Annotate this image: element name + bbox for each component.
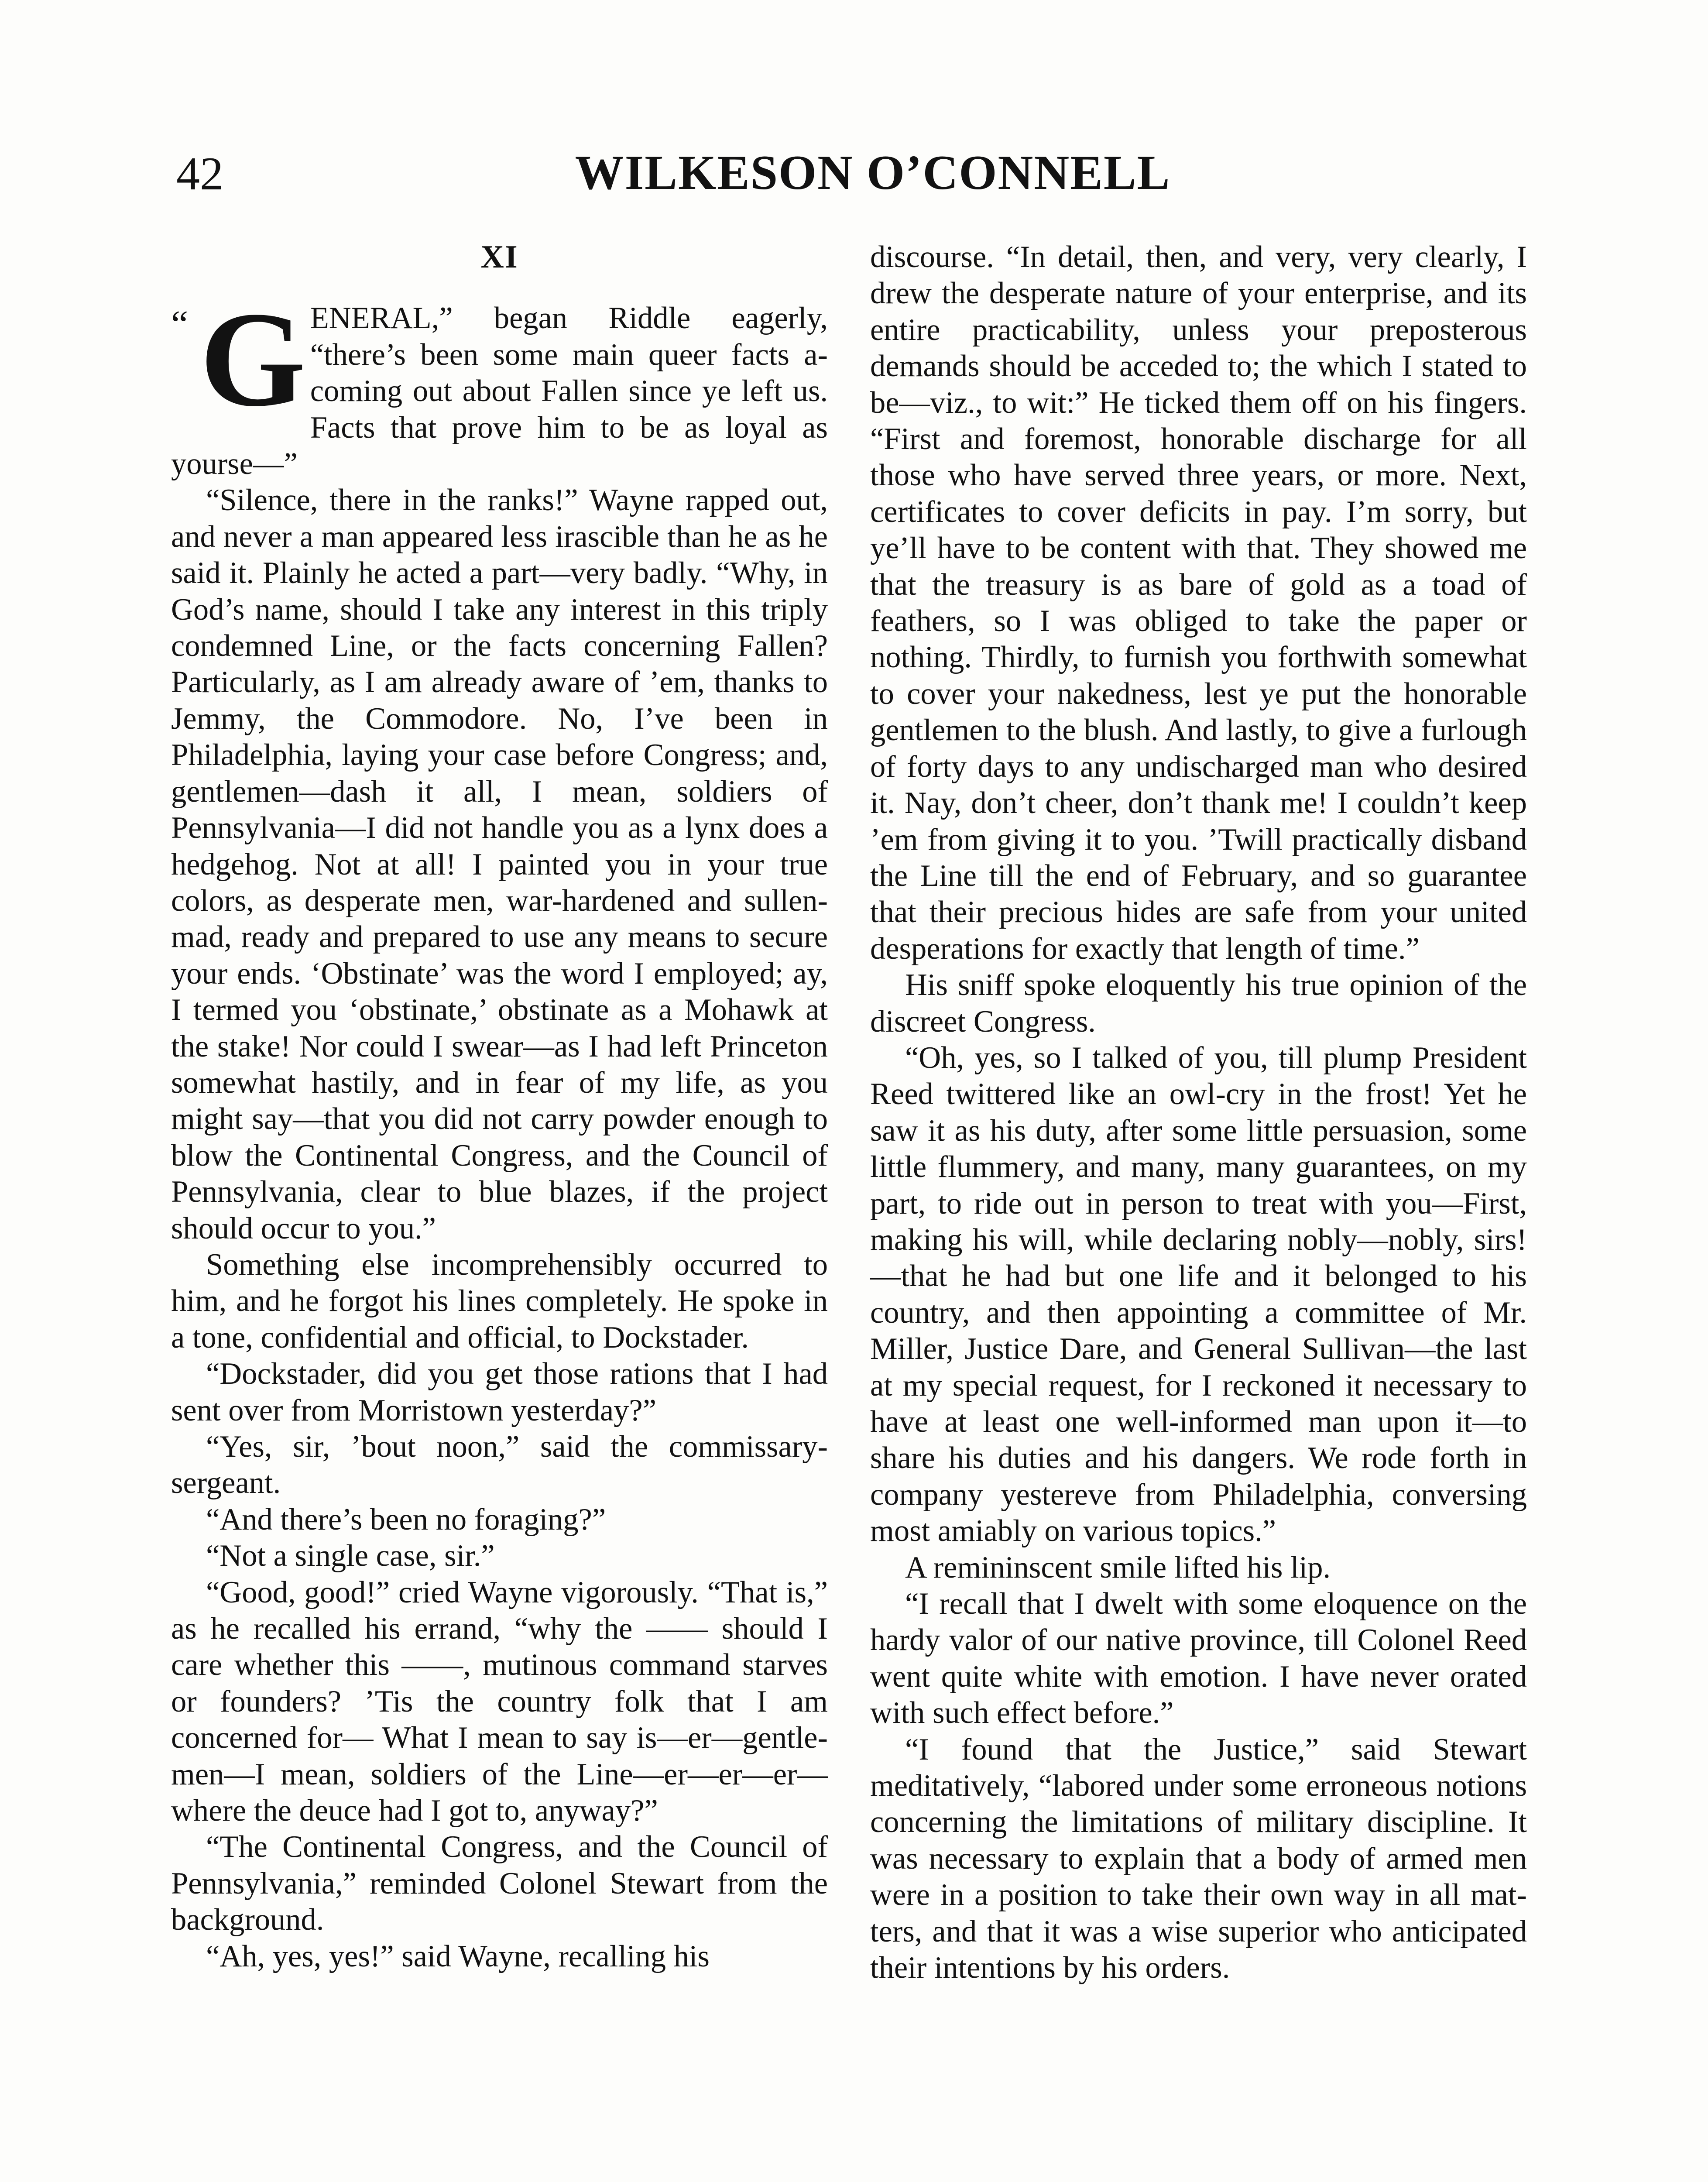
paragraph: “Silence, there in the ranks!” Wayne rapped out, and never a man appeared less irascible than he as he said it. Plainly he acted a part—very badly. “Why, in God’s name, should I take any interest in this triply condemned Line, or the facts concerning Fallen? Particularly, as I am already aware of ’em, thanks to Jemmy, the Commodore. No, I’ve been in Philadelphia, laying your case before Congress; and, gentlemen—dash it all, I mean, soldiers of Pennsylvania—I did not handle you as a lynx does a hedgehog. Not at all! I painted you in your true colors, as desperate men, war-hardened and sullen-mad, ready and prepared to use any means to secure your ends. ‘Obstinate’ was the word I employed; ay, I termed you ‘obstinate,’ obstinate as a Mohawk at the stake! Nor could I swear—as I had left Princeton somewhat hastily, and in fear of my life, as you might say—that you did not carry powder enough to blow the Continental Congress, and the Council of Pennsylvania, clear to blue blazes, if the project should occur to you.” [171, 483, 828, 1245]
paragraph: “Oh, yes, so I talked of you, till plump President Reed twittered like an owl-cry in the frost! Yet he saw it as his duty, after some little persuasion, some little flummery, and many, many guarantees, on my part, to ride out in person to treat with you—First, making his will, while declaring nobly—nobly, sirs!—that he had but one life and it belonged to his country, and then appointing a committee of Mr. Miller, Justice Dare, and General Sullivan—the last at my special request, for I reckoned it necessary to have at least one well-informed man upon it—to share his duties and his dangers. We rode forth in company yestereve from Philadelphia, conversing most amiably on various topics.” [870, 1040, 1527, 1548]
opening-text: ” began Riddle eagerly, “there’s been some main queer facts a-coming out about Fallen since ye left us. Facts that prove him to be as loyal as yourse—” [171, 301, 828, 481]
paragraph: His sniff spoke eloquently his true opinion of the discreet Congress. [870, 968, 1527, 1039]
paragraph: “Not a single case, sir.” [206, 1539, 495, 1573]
paragraph: “Ah, yes, yes!” said Wayne, recalling his [206, 1939, 710, 1973]
page-number: 42 [176, 148, 223, 200]
paragraph: “I recall that I dwelt with some eloquence on the hardy valor of our native province, till Colonel Reed went quite white with emotion. I have never orated with such effect before.” [870, 1587, 1527, 1730]
paragraph: Something else incomprehensibly occurred to him, and he forgot his lines completely. He spoke in a tone, confidential and official, to Dockstader. [171, 1247, 828, 1355]
opening-quote-mark: “ [171, 303, 189, 346]
paragraph: “Yes, sir, ’bout noon,” said the commissary-sergeant. [171, 1430, 828, 1500]
paragraph: A remininscent smile lifted his lip. [905, 1550, 1331, 1585]
paragraph: “And there’s been no foraging?” [206, 1502, 606, 1537]
paragraph: “I found that the Justice,” said Stewart meditatively, “labored under some erroneous notions concerning the limitations of military discipline. It was necessary to explain that a body of armed men were in a position to take their own way in all matters, and that it was a wise superior who anticipated their intentions by his orders. [870, 1732, 1527, 1985]
opening-small-caps: ENERAL, [310, 301, 439, 336]
chapter-number: XI [480, 239, 518, 275]
left-column [171, 239, 828, 1975]
paragraph: “Good, good!” cried Wayne vigorously. “That is,” as he recalled his errand, “why the —— should I care whether this ——, mutinous command starves or founders? ’Tis the country folk that I am concerned for— What I mean to say is—er—gentlemen—I mean, soldiers of the Line—er—er—er—where the deuce had I got to, anyway?” [171, 1575, 828, 1828]
continued-paragraph: discourse. “In detail, then, and very, very clearly, I drew the desperate nature of your enterprise, and its entire practicability, unless your preposterous demands should be acceded to; the which I stated to be—viz., to wit:” He ticked them off on his fingers. “First and foremost, honorable discharge for all those who have served three years, or more. Next, certificates to cover deficits in pay. I’m sorry, but ye’ll have to be content with that. They showed me that the treasury is as bare of gold as a toad of feathers, so I was obliged to take the paper or nothing. Thirdly, to furnish you forthwith somewhat to cover your nakedness, lest ye put the honorable gentlemen to the blush. And lastly, to give a furlough of forty days to any undischarged man who desired it. Nay, don’t cheer, don’t thank me! I couldn’t keep ’em from giving it to you. ’Twill practically disband the Line till the end of February, and so guarantee that their precious hides are safe from your united desperations for exactly that length of time.” [870, 240, 1527, 966]
right-column [870, 239, 1527, 1986]
running-title: WILKESON O’CONNELL [575, 146, 1171, 200]
paragraph: “The Continental Congress, and the Council of Pennsylvania,” reminded Colonel Stewart from the background. [171, 1830, 828, 1937]
drop-cap: G [200, 284, 306, 435]
opening-paragraph [171, 284, 828, 482]
paragraph: “Dockstader, did you get those rations that I had sent over from Morristown yesterday?” [171, 1357, 828, 1427]
